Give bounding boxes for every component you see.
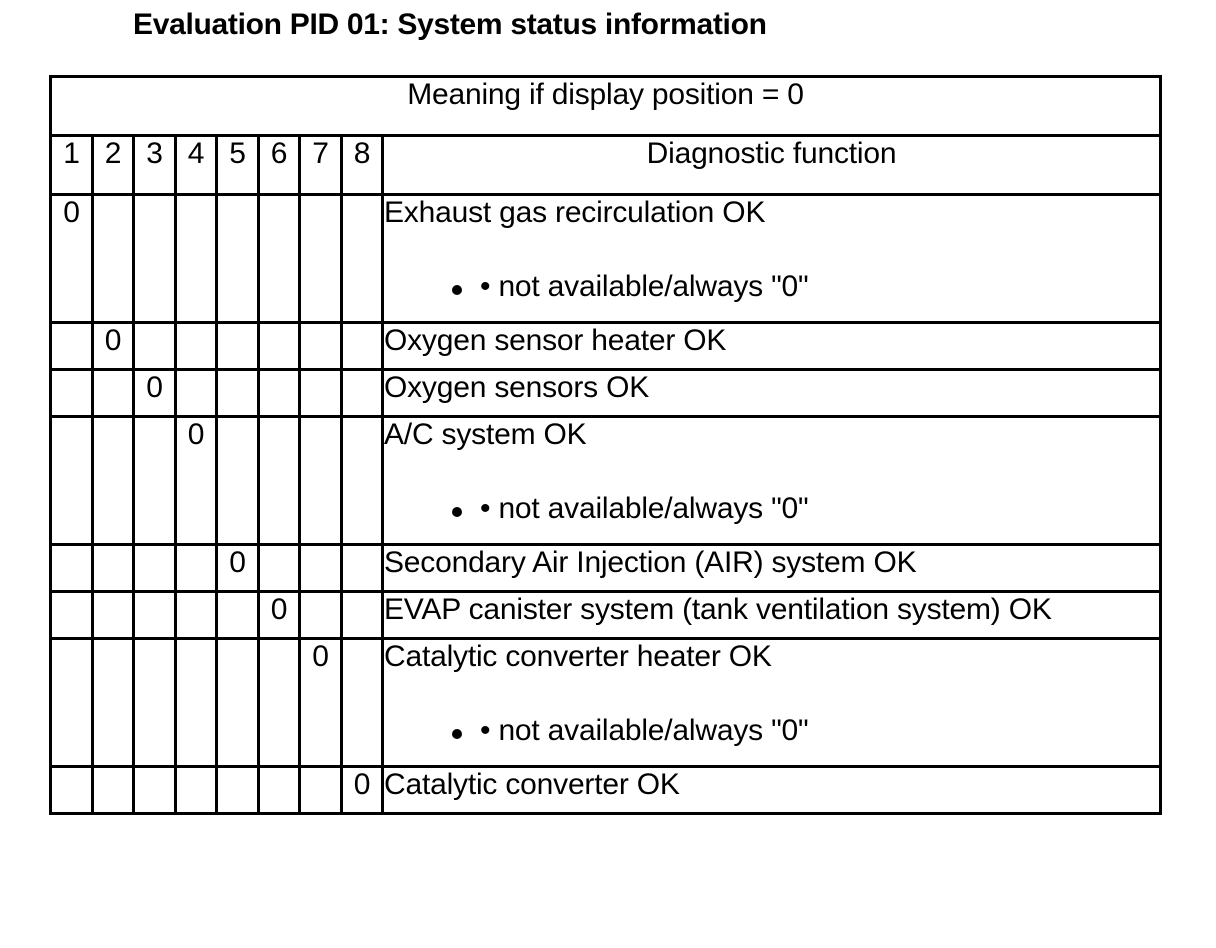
position-cell-5 xyxy=(217,592,259,639)
position-header-3: 3 xyxy=(134,136,176,195)
diagnostic-function-cell xyxy=(383,323,1161,370)
position-cell-1 xyxy=(51,592,93,639)
position-cell-5 xyxy=(217,323,259,370)
position-cell-4 xyxy=(176,592,217,639)
diagnostic-function-label: Exhaust gas recirculation OK xyxy=(384,196,766,229)
position-cell-2 xyxy=(93,592,134,639)
position-cell-3 xyxy=(134,417,176,545)
position-cell-7 xyxy=(300,195,342,323)
position-cell-2 xyxy=(93,417,134,545)
position-cell-1 xyxy=(51,370,93,417)
diagnostic-function-label: Catalytic converter OK xyxy=(384,768,680,801)
position-cell-6 xyxy=(259,417,300,545)
position-cell-8 xyxy=(342,370,383,417)
table-header-meaning-row xyxy=(51,77,1161,136)
diagnostic-function-header: Diagnostic function xyxy=(383,136,1161,195)
availability-note xyxy=(384,270,1159,304)
position-cell-5 xyxy=(217,767,259,814)
position-cell-1 xyxy=(51,767,93,814)
table-row xyxy=(51,195,1161,323)
position-header-1: 1 xyxy=(51,136,93,195)
position-cell-3 xyxy=(134,639,176,767)
position-cell-8 xyxy=(342,417,383,545)
position-cell-8 xyxy=(342,639,383,767)
position-cell-2: 0 xyxy=(93,323,134,370)
position-cell-8: 0 xyxy=(342,767,383,814)
position-cell-8 xyxy=(342,592,383,639)
position-header-2: 2 xyxy=(93,136,134,195)
position-cell-1 xyxy=(51,545,93,592)
system-status-table xyxy=(49,75,1162,815)
availability-note-text: • not available/always "0" xyxy=(480,714,809,747)
position-cell-7 xyxy=(300,323,342,370)
position-cell-7: 0 xyxy=(300,639,342,767)
table-row xyxy=(51,323,1161,370)
position-cell-3 xyxy=(134,592,176,639)
position-cell-3 xyxy=(134,767,176,814)
diagnostic-function-cell xyxy=(383,417,1161,545)
position-cell-3 xyxy=(134,323,176,370)
position-cell-5 xyxy=(217,195,259,323)
bullet-icon xyxy=(452,285,462,295)
position-cell-1 xyxy=(51,417,93,545)
position-cell-6 xyxy=(259,767,300,814)
diagnostic-function-label: Catalytic converter heater OK xyxy=(384,640,772,673)
position-cell-6: 0 xyxy=(259,592,300,639)
position-cell-7 xyxy=(300,417,342,545)
availability-note-text: • not available/always "0" xyxy=(480,270,809,303)
position-cell-1 xyxy=(51,639,93,767)
position-cell-7 xyxy=(300,370,342,417)
position-cell-5 xyxy=(217,417,259,545)
position-cell-4 xyxy=(176,195,217,323)
table-row xyxy=(51,370,1161,417)
table-header-positions-row xyxy=(51,136,1161,195)
position-cell-6 xyxy=(259,370,300,417)
table-row xyxy=(51,545,1161,592)
diagnostic-function-cell xyxy=(383,195,1161,323)
position-cell-4 xyxy=(176,545,217,592)
position-cell-2 xyxy=(93,639,134,767)
diagnostic-function-label: Secondary Air Injection (AIR) system OK xyxy=(384,546,917,579)
availability-note-text: • not available/always "0" xyxy=(480,492,809,525)
diagnostic-function-cell xyxy=(383,639,1161,767)
position-cell-4 xyxy=(176,370,217,417)
availability-note xyxy=(384,714,1159,748)
position-cell-5 xyxy=(217,639,259,767)
position-cell-2 xyxy=(93,545,134,592)
position-cell-2 xyxy=(93,767,134,814)
position-cell-1: 0 xyxy=(51,195,93,323)
position-cell-4 xyxy=(176,767,217,814)
diagnostic-function-label: EVAP canister system (tank ventilation system) OK xyxy=(384,593,1052,626)
position-cell-6 xyxy=(259,323,300,370)
position-cell-3 xyxy=(134,195,176,323)
diagnostic-function-label: Oxygen sensors OK xyxy=(384,371,650,404)
position-cell-7 xyxy=(300,592,342,639)
position-cell-2 xyxy=(93,370,134,417)
diagnostic-function-cell xyxy=(383,592,1161,639)
position-cell-8 xyxy=(342,323,383,370)
diagnostic-function-label: Oxygen sensor heater OK xyxy=(384,324,727,357)
table-row xyxy=(51,767,1161,814)
position-header-6: 6 xyxy=(259,136,300,195)
position-header-5: 5 xyxy=(217,136,259,195)
position-cell-5: 0 xyxy=(217,545,259,592)
availability-note xyxy=(384,492,1159,526)
table-row xyxy=(51,592,1161,639)
position-header-8: 8 xyxy=(342,136,383,195)
position-cell-1 xyxy=(51,323,93,370)
table-row xyxy=(51,639,1161,767)
position-header-4: 4 xyxy=(176,136,217,195)
diagnostic-function-cell xyxy=(383,370,1161,417)
position-cell-6 xyxy=(259,545,300,592)
table-row xyxy=(51,417,1161,545)
diagnostic-function-cell xyxy=(383,767,1161,814)
position-cell-7 xyxy=(300,545,342,592)
position-cell-6 xyxy=(259,639,300,767)
position-cell-2 xyxy=(93,195,134,323)
position-cell-8 xyxy=(342,545,383,592)
position-cell-4: 0 xyxy=(176,417,217,545)
position-cell-3 xyxy=(134,545,176,592)
position-cell-5 xyxy=(217,370,259,417)
bullet-icon xyxy=(452,729,462,739)
position-cell-3: 0 xyxy=(134,370,176,417)
position-cell-6 xyxy=(259,195,300,323)
position-cell-8 xyxy=(342,195,383,323)
bullet-icon xyxy=(452,507,462,517)
meaning-header: Meaning if display position = 0 xyxy=(51,77,1161,136)
diagnostic-function-cell xyxy=(383,545,1161,592)
position-cell-7 xyxy=(300,767,342,814)
position-header-7: 7 xyxy=(300,136,342,195)
position-cell-4 xyxy=(176,323,217,370)
page-title: Evaluation PID 01: System status information xyxy=(133,8,767,41)
diagnostic-function-label: A/C system OK xyxy=(384,418,587,451)
position-cell-4 xyxy=(176,639,217,767)
